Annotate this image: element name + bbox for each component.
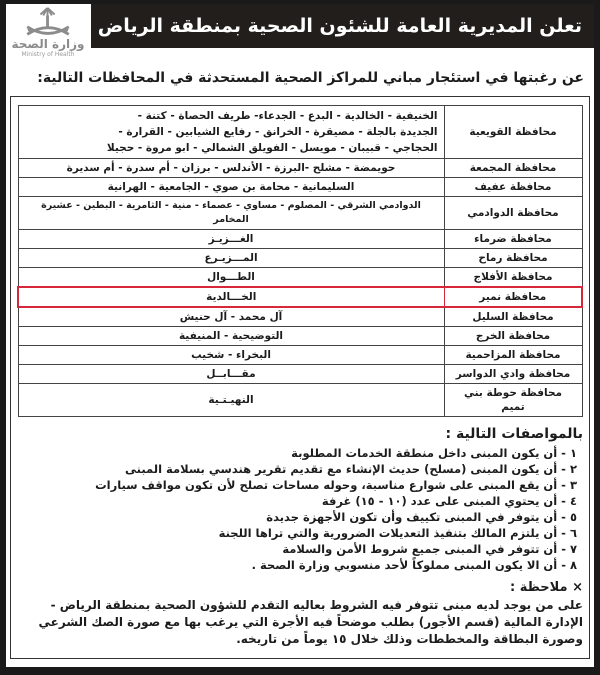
logo-text-arabic: وزارة الصحة bbox=[11, 37, 85, 51]
governorates-table bbox=[17, 105, 583, 417]
governorate-row bbox=[18, 159, 582, 178]
governorate-row bbox=[18, 327, 582, 346]
governorate-districts: البخراء - شخيب bbox=[18, 346, 444, 365]
spec-item: ١ - أن يكون المبنى داخل منطقة الخدمات المطلوبة bbox=[291, 446, 577, 460]
governorate-name: محافظة السليل bbox=[444, 307, 582, 327]
governorate-districts: النهيـتـية bbox=[18, 384, 444, 417]
governorate-districts: آل محمد - آل حنيش bbox=[18, 307, 444, 327]
note-body: على من يوجد لديه مبنى تتوفر فيه الشروط بعاليه التقدم للشؤون الصحية بمنطقة الرياض - الإدارة المالية (قسم الأجور) بطلب موضحاً فيه الأجرة التي يرغب بها مع صورة الصك الشرعي وصورة البطاقة والمخططات وذلك خلال ١٥ يوماً من تاريخه. bbox=[38, 598, 583, 646]
governorate-districts: الطـــوال bbox=[18, 268, 444, 288]
governorate-row-highlighted bbox=[18, 287, 582, 307]
governorate-name: محافظة المجمعة bbox=[444, 159, 582, 178]
header-banner bbox=[91, 4, 594, 48]
governorate-name: محافظة الدوادمي bbox=[444, 197, 582, 230]
governorate-row bbox=[18, 178, 582, 197]
governorate-name: محافظة وادي الدواسر bbox=[444, 365, 582, 384]
governorate-name: محافظة القويعية bbox=[444, 106, 582, 159]
district-line: الخنيفية - الخالدية - البدع - الجدعاء- طريف الحصاة - كتنة - bbox=[137, 110, 438, 122]
header-title: تعلن المديرية العامة للشئون الصحية بمنطقة الرياض bbox=[97, 15, 582, 37]
governorate-name: محافظة المزاحمية bbox=[444, 346, 582, 365]
district-line: الحجاجي - قبيبان - مويسل - الفويلق الشمالي - ابو مروة - حجيلا bbox=[106, 142, 438, 154]
governorate-districts: المـــزيـرع bbox=[18, 249, 444, 268]
governorate-name: محافظة عفيف bbox=[444, 178, 582, 197]
palm-swords-icon bbox=[20, 6, 76, 40]
governorate-name: محافظة الخرج bbox=[444, 327, 582, 346]
governorate-row bbox=[18, 346, 582, 365]
governorate-districts: الدوادمي الشرقي - المصلوم - مساوي - عصماء - منية - الثامرية - البطين - عشيرة المخامر bbox=[18, 197, 444, 230]
governorate-row bbox=[18, 365, 582, 384]
governorate-name: محافظة حوطة بني تميم bbox=[444, 384, 582, 417]
spec-item: ٣ - أن يقع المبنى على شوارع مناسبة، وحوله مساحات تصلح لأن تكون مواقف سيارات bbox=[95, 478, 577, 492]
governorate-districts bbox=[18, 106, 444, 159]
spec-item: ٢ - أن يكون المبنى (مسلح) حديث الإنشاء مع تقديم تقرير هندسي بسلامة المبنى bbox=[125, 462, 577, 476]
spec-item: ٦ - أن يلتزم المالك بتنفيذ التعديلات الضرورية والتي تراها اللجنة bbox=[218, 526, 577, 540]
spec-item: ٧ - أن تتوفر في المبنى جميع شروط الأمن والسلامة bbox=[282, 542, 577, 556]
governorate-row bbox=[18, 384, 582, 417]
governorate-districts: الخـــالدية bbox=[18, 287, 444, 307]
governorate-name: محافظة ضرماء bbox=[444, 230, 582, 249]
governorate-row bbox=[18, 268, 582, 288]
governorate-districts: حويمضة - مشلح -البرزة - الأندلس - برزان - أم سدرة - أم سديرة bbox=[18, 159, 444, 178]
logo-text-english: Ministry of Health bbox=[21, 51, 75, 58]
governorate-districts: مقـــابــل bbox=[18, 365, 444, 384]
governorate-name: محافظة نمير bbox=[444, 287, 582, 307]
governorate-row bbox=[18, 307, 582, 327]
specifications-heading: بالمواصفات التالية : bbox=[445, 426, 583, 442]
content-box bbox=[10, 96, 590, 659]
spec-item: ٥ - أن يتوفر في المبنى تكييف وأن تكون الأجهزة جديدة bbox=[266, 510, 577, 524]
governorate-districts: الغـــزيـز bbox=[18, 230, 444, 249]
spec-item: ٤ - أن يحتوي المبنى على عدد (١٠ - ١٥) غرفة bbox=[321, 494, 577, 508]
ministry-logo bbox=[8, 6, 88, 64]
governorate-name: محافظة رماح bbox=[444, 249, 582, 268]
note-section bbox=[17, 579, 583, 648]
subtitle: عن رغبتها في استئجار مباني للمراكز الصحية المستحدثة في المحافظات التالية: bbox=[37, 70, 584, 86]
specifications-section bbox=[17, 425, 583, 573]
spec-item: ٨ - أن الا يكون المبنى مملوكاً لأحد منسوبي وزارة الصحة . bbox=[251, 558, 577, 572]
governorate-name: محافظة الأفلاج bbox=[444, 268, 582, 288]
governorate-districts: السليمانية - محامة بن صوي - الجامعية - الهرانية bbox=[18, 178, 444, 197]
governorate-row bbox=[18, 249, 582, 268]
governorate-row bbox=[18, 197, 582, 230]
advertisement bbox=[6, 4, 594, 667]
governorate-row bbox=[18, 106, 582, 159]
header-area bbox=[6, 4, 594, 64]
district-line: الجديدة بالجلة - مصيقرة - الخرانق - رفايع الشيابين - القرارة - bbox=[118, 126, 438, 138]
governorate-districts: التوضيحية - المنيفية bbox=[18, 327, 444, 346]
note-heading: × ملاحظة : bbox=[510, 580, 583, 595]
governorate-row bbox=[18, 230, 582, 249]
